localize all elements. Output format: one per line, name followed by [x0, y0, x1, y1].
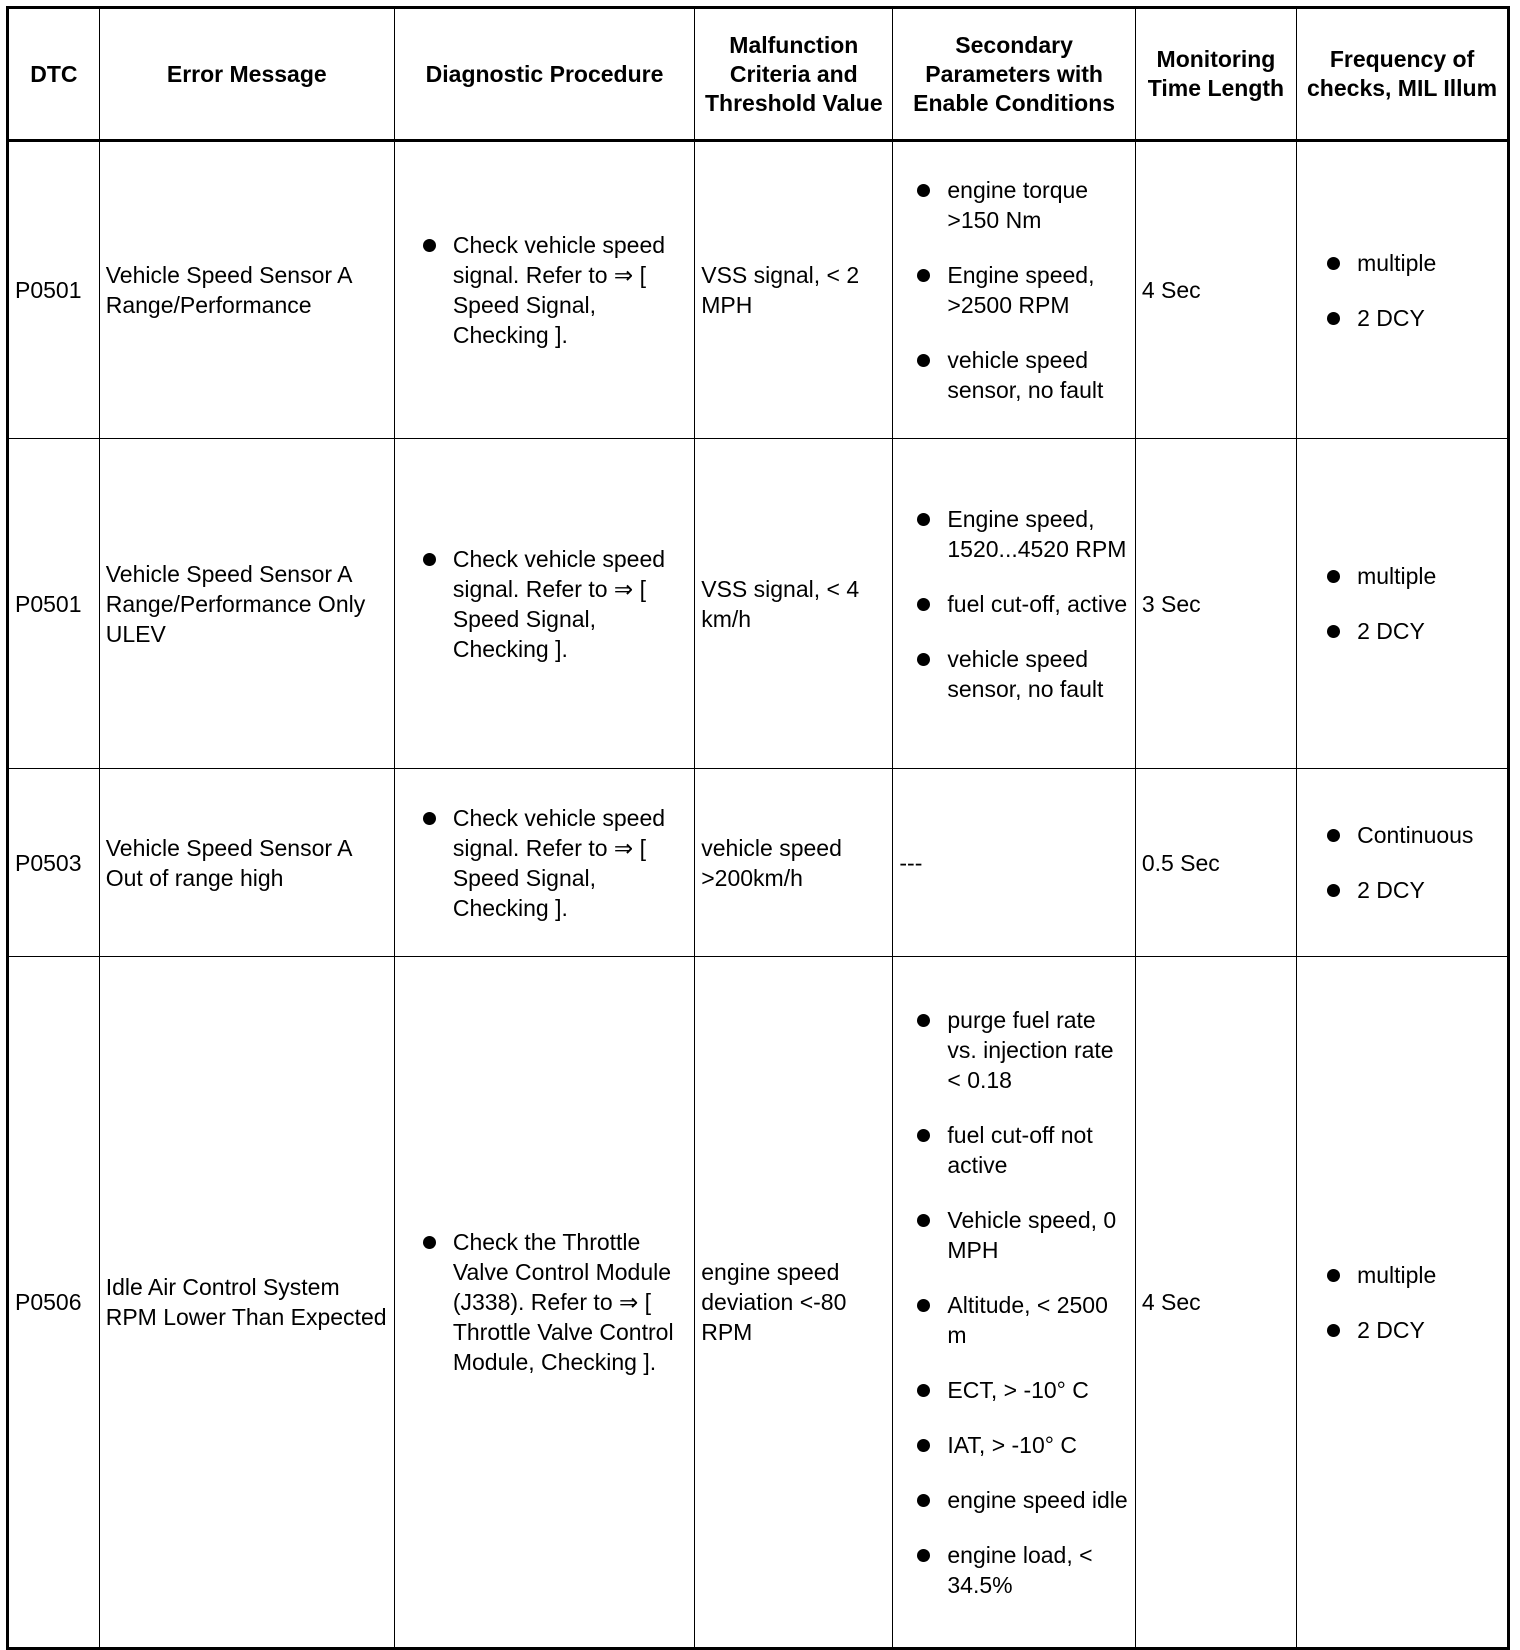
dtc-code: P0501: [8, 141, 100, 439]
secondary-parameters: [893, 439, 1135, 769]
table-row: [8, 769, 1509, 957]
error-message: Vehicle Speed Sensor A Out of range high: [99, 769, 394, 957]
secondary-item: engine speed idle: [913, 1485, 1128, 1515]
header-row: [8, 8, 1509, 141]
secondary-item: ECT, > -10° C: [913, 1375, 1128, 1405]
header-diagnostic-procedure: Diagnostic Procedure: [394, 8, 694, 141]
frequency-item: multiple: [1323, 561, 1501, 591]
frequency-item: multiple: [1323, 1260, 1501, 1290]
secondary-parameters: ---: [893, 769, 1135, 957]
malfunction-criteria: engine speed deviation <-80 RPM: [695, 957, 893, 1649]
header-frequency: Frequency of checks, MIL Illum: [1297, 8, 1509, 141]
procedure-item: Check the Throttle Valve Control Module (J338). Refer to ⇒ [ Throttle Valve Control Module, Checking ].: [419, 1227, 688, 1377]
monitoring-time: 4 Sec: [1135, 141, 1296, 439]
dtc-code: P0501: [8, 439, 100, 769]
frequency-item: 2 DCY: [1323, 1315, 1501, 1345]
table-row: [8, 141, 1509, 439]
secondary-item: Altitude, < 2500 m: [913, 1290, 1128, 1350]
frequency-item: multiple: [1323, 248, 1501, 278]
procedure-item: Check vehicle speed signal. Refer to ⇒ [ Speed Signal, Checking ].: [419, 544, 688, 664]
secondary-item: fuel cut-off, active: [913, 589, 1128, 619]
secondary-item: vehicle speed sensor, no fault: [913, 345, 1128, 405]
frequency: [1297, 957, 1509, 1649]
frequency: [1297, 439, 1509, 769]
table-row: [8, 957, 1509, 1649]
header-dtc: DTC: [8, 8, 100, 141]
secondary-item: vehicle speed sensor, no fault: [913, 644, 1128, 704]
secondary-item: IAT, > -10° C: [913, 1430, 1128, 1460]
frequency-item: 2 DCY: [1323, 303, 1501, 333]
diagnostic-procedure: [394, 957, 694, 1649]
malfunction-criteria: vehicle speed >200km/h: [695, 769, 893, 957]
secondary-item: fuel cut-off not active: [913, 1120, 1128, 1180]
secondary-item: purge fuel rate vs. injection rate < 0.18: [913, 1005, 1128, 1095]
dtc-table: [6, 6, 1510, 1650]
monitoring-time: 4 Sec: [1135, 957, 1296, 1649]
error-message: Idle Air Control System RPM Lower Than Expected: [99, 957, 394, 1649]
dtc-code: P0503: [8, 769, 100, 957]
procedure-item: Check vehicle speed signal. Refer to ⇒ [ Speed Signal, Checking ].: [419, 230, 688, 350]
diagnostic-procedure: [394, 141, 694, 439]
header-malfunction-criteria: Malfunction Criteria and Threshold Value: [695, 8, 893, 141]
secondary-parameters: [893, 957, 1135, 1649]
diagnostic-procedure: [394, 769, 694, 957]
error-message: Vehicle Speed Sensor A Range/Performance Only ULEV: [99, 439, 394, 769]
diagnostic-procedure: [394, 439, 694, 769]
secondary-item: engine load, < 34.5%: [913, 1540, 1128, 1600]
procedure-item: Check vehicle speed signal. Refer to ⇒ [ Speed Signal, Checking ].: [419, 803, 688, 923]
header-error-message: Error Message: [99, 8, 394, 141]
secondary-item: Engine speed, 1520...4520 RPM: [913, 504, 1128, 564]
error-message: Vehicle Speed Sensor A Range/Performance: [99, 141, 394, 439]
frequency: [1297, 769, 1509, 957]
dtc-code: P0506: [8, 957, 100, 1649]
header-monitoring-time: Monitoring Time Length: [1135, 8, 1296, 141]
malfunction-criteria: VSS signal, < 2 MPH: [695, 141, 893, 439]
malfunction-criteria: VSS signal, < 4 km/h: [695, 439, 893, 769]
monitoring-time: 0.5 Sec: [1135, 769, 1296, 957]
frequency-item: Continuous: [1323, 820, 1501, 850]
header-secondary-parameters: Secondary Parameters with Enable Conditions: [893, 8, 1135, 141]
monitoring-time: 3 Sec: [1135, 439, 1296, 769]
frequency-item: 2 DCY: [1323, 616, 1501, 646]
table-row: [8, 439, 1509, 769]
secondary-item: Vehicle speed, 0 MPH: [913, 1205, 1128, 1265]
secondary-parameters: [893, 141, 1135, 439]
frequency: [1297, 141, 1509, 439]
secondary-item: engine torque >150 Nm: [913, 175, 1128, 235]
frequency-item: 2 DCY: [1323, 875, 1501, 905]
secondary-item: Engine speed, >2500 RPM: [913, 260, 1128, 320]
